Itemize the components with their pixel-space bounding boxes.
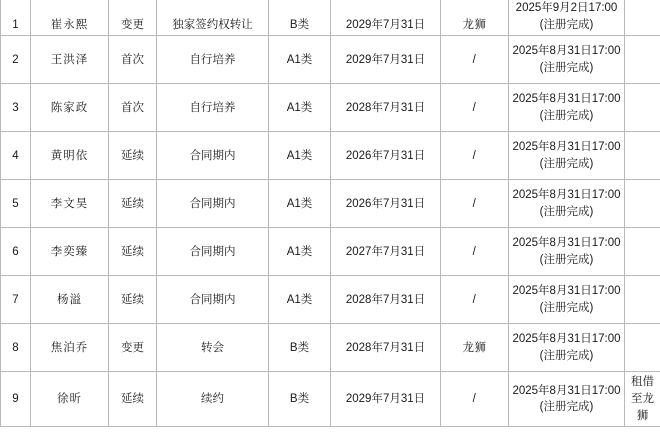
cell-register-time bbox=[509, 372, 625, 427]
register-time-line1: 2025年8月31日17:00 bbox=[512, 189, 621, 202]
cell-type: 首次 bbox=[109, 36, 157, 84]
cell-class: B类 bbox=[269, 324, 331, 372]
cell-name: 焦泊乔 bbox=[31, 324, 109, 372]
cell-register-time bbox=[509, 324, 625, 372]
register-time-line1: 2025年8月31日17:00 bbox=[512, 141, 621, 154]
cell-type: 延续 bbox=[109, 228, 157, 276]
table-row bbox=[1, 180, 660, 228]
cell-note bbox=[625, 324, 660, 372]
cell-name: 崔永熙 bbox=[31, 0, 109, 36]
cell-index: 4 bbox=[1, 132, 31, 180]
cell-class: A1类 bbox=[269, 84, 331, 132]
cell-type: 变更 bbox=[109, 0, 157, 36]
cell-type: 首次 bbox=[109, 84, 157, 132]
register-time-line2: (注册完成) bbox=[539, 157, 594, 170]
cell-note bbox=[625, 132, 660, 180]
cell-contract-date: 2029年7月31日 bbox=[331, 372, 441, 427]
cell-name: 王洪泽 bbox=[31, 36, 109, 84]
cell-class: B类 bbox=[269, 372, 331, 427]
cell-detail: 自行培养 bbox=[157, 36, 269, 84]
cell-detail: 合同期内 bbox=[157, 132, 269, 180]
cell-name: 徐昕 bbox=[31, 372, 109, 427]
table-row bbox=[1, 36, 660, 84]
cell-club: / bbox=[441, 180, 509, 228]
cell-club: / bbox=[441, 36, 509, 84]
cell-detail: 转会 bbox=[157, 324, 269, 372]
cell-detail: 自行培养 bbox=[157, 84, 269, 132]
cell-name: 杨溢 bbox=[31, 276, 109, 324]
register-time-line1: 2025年9月2日17:00 bbox=[515, 2, 618, 14]
cell-club: 龙狮 bbox=[441, 324, 509, 372]
cell-class: B类 bbox=[269, 0, 331, 36]
cell-register-time bbox=[509, 276, 625, 324]
cell-index: 6 bbox=[1, 228, 31, 276]
cell-index: 8 bbox=[1, 324, 31, 372]
table-row bbox=[1, 276, 660, 324]
cell-detail: 合同期内 bbox=[157, 228, 269, 276]
cell-name: 李文昊 bbox=[31, 180, 109, 228]
cell-register-time bbox=[509, 36, 625, 84]
cell-register-time bbox=[509, 180, 625, 228]
cell-contract-date: 2028年7月31日 bbox=[331, 276, 441, 324]
cell-type: 延续 bbox=[109, 276, 157, 324]
register-time-line2: (注册完成) bbox=[539, 109, 594, 122]
cell-club: / bbox=[441, 84, 509, 132]
register-time-line1: 2025年8月31日17:00 bbox=[512, 93, 621, 106]
cell-name: 李奕臻 bbox=[31, 228, 109, 276]
cell-contract-date: 2029年7月31日 bbox=[331, 36, 441, 84]
cell-register-time bbox=[509, 0, 625, 36]
cell-index: 2 bbox=[1, 36, 31, 84]
cell-club: 龙狮 bbox=[441, 0, 509, 36]
cell-type: 延续 bbox=[109, 372, 157, 427]
cell-register-time bbox=[509, 132, 625, 180]
register-time-line2: (注册完成) bbox=[539, 253, 594, 266]
table-row bbox=[1, 324, 660, 372]
cell-contract-date: 2026年7月31日 bbox=[331, 180, 441, 228]
cell-index: 1 bbox=[1, 0, 31, 36]
cell-class: A1类 bbox=[269, 276, 331, 324]
cell-club: / bbox=[441, 132, 509, 180]
table-body bbox=[1, 0, 660, 427]
cell-class: A1类 bbox=[269, 228, 331, 276]
register-time-line1: 2025年8月31日17:00 bbox=[512, 333, 621, 346]
table-row bbox=[1, 228, 660, 276]
cell-contract-date: 2027年7月31日 bbox=[331, 228, 441, 276]
cell-note bbox=[625, 84, 660, 132]
register-time-line2: (注册完成) bbox=[539, 349, 594, 362]
cell-note: 租借至龙狮 bbox=[625, 372, 660, 427]
cell-note bbox=[625, 276, 660, 324]
register-time-line2: (注册完成) bbox=[539, 18, 594, 31]
cell-note bbox=[625, 180, 660, 228]
cell-note bbox=[625, 36, 660, 84]
cell-index: 5 bbox=[1, 180, 31, 228]
table-row bbox=[1, 84, 660, 132]
register-time-line1: 2025年8月31日17:00 bbox=[512, 237, 621, 250]
register-time-line2: (注册完成) bbox=[539, 205, 594, 218]
cell-name: 黄明依 bbox=[31, 132, 109, 180]
table-row bbox=[1, 372, 660, 427]
cell-contract-date: 2029年7月31日 bbox=[331, 0, 441, 36]
register-time-line1: 2025年8月31日17:00 bbox=[512, 285, 621, 298]
cell-class: A1类 bbox=[269, 132, 331, 180]
cell-register-time bbox=[509, 228, 625, 276]
cell-type: 延续 bbox=[109, 180, 157, 228]
cell-contract-date: 2028年7月31日 bbox=[331, 84, 441, 132]
cell-contract-date: 2028年7月31日 bbox=[331, 324, 441, 372]
cell-type: 延续 bbox=[109, 132, 157, 180]
table-row bbox=[1, 132, 660, 180]
cell-name: 陈家政 bbox=[31, 84, 109, 132]
cell-club: / bbox=[441, 372, 509, 427]
cell-detail: 续约 bbox=[157, 372, 269, 427]
register-time-line2: (注册完成) bbox=[539, 301, 594, 314]
cell-type: 变更 bbox=[109, 324, 157, 372]
cell-class: A1类 bbox=[269, 36, 331, 84]
register-time-line2: (注册完成) bbox=[539, 401, 594, 414]
register-time-line1: 2025年8月31日17:00 bbox=[512, 45, 621, 58]
cell-detail: 合同期内 bbox=[157, 276, 269, 324]
cell-club: / bbox=[441, 228, 509, 276]
register-time-line1: 2025年8月31日17:00 bbox=[512, 384, 621, 397]
cell-detail: 合同期内 bbox=[157, 180, 269, 228]
register-time-line2: (注册完成) bbox=[539, 61, 594, 74]
cell-note bbox=[625, 228, 660, 276]
cell-contract-date: 2026年7月31日 bbox=[331, 132, 441, 180]
cell-note bbox=[625, 0, 660, 36]
cell-index: 9 bbox=[1, 372, 31, 427]
cell-index: 3 bbox=[1, 84, 31, 132]
cell-index: 7 bbox=[1, 276, 31, 324]
cell-class: A1类 bbox=[269, 180, 331, 228]
table-row bbox=[1, 0, 660, 36]
cell-club: / bbox=[441, 276, 509, 324]
cell-detail: 独家签约权转让 bbox=[157, 0, 269, 36]
cell-register-time bbox=[509, 84, 625, 132]
